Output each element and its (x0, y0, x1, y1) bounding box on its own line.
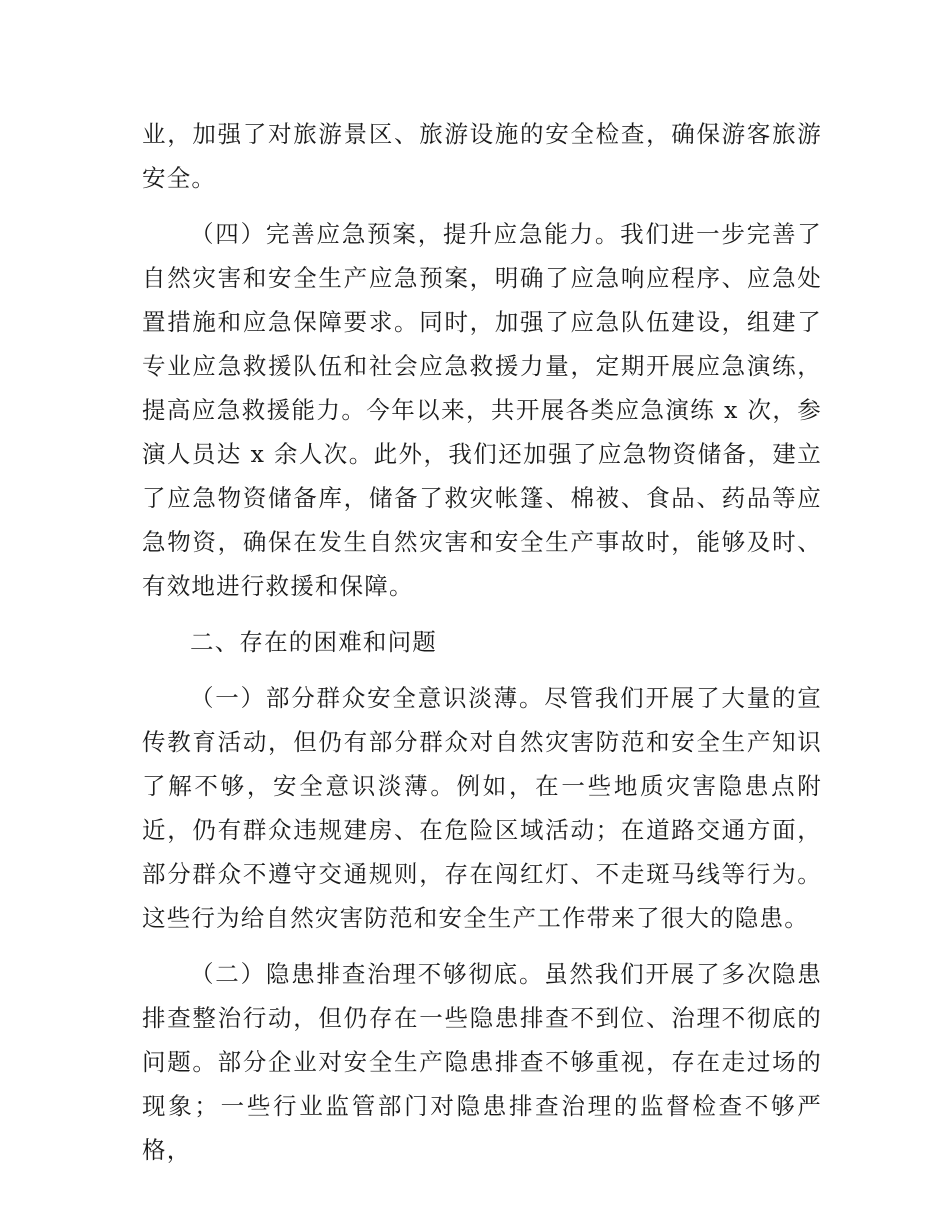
paragraph-hazard-inspection: （二）隐患排查治理不够彻底。虽然我们开展了多次隐患排查整治行动，但仍存在一些隐患排查不到位、治理不彻底的问题。部分企业对安全生产隐患排查不够重视，存在走过场的现象；一些行业监管部门对隐患排查治理的监督检查不够严格， (142, 960, 822, 1164)
paragraph-tourism-safety: 业，加强了对旅游景区、旅游设施的安全检查，确保游客旅游安全。 (142, 120, 822, 192)
paragraph-emergency-plan: （四）完善应急预案，提升应急能力。我们进一步完善了自然灾害和安全生产应急预案，明确了应急响应程序、应急处置措施和应急保障要求。同时，加强了应急队伍建设，组建了专业应急救援队伍和社会应急救援力量，定期开展应急演练，提高应急救援能力。今年以来，共开展各类应急演练 x 次，参演人员达 x 余人次。此外，我们还加强了应急物资储备，建立了应急物资储备库，储备了救灾帐篷、棉被、食品、药品等应急物资，确保在发生自然灾害和安全生产事故时，能够及时、有效地进行救援和保障。 (142, 220, 822, 600)
section-heading-difficulties: 二、存在的困难和问题 (190, 628, 437, 656)
document-body (142, 112, 822, 1184)
paragraph-safety-awareness: （一）部分群众安全意识淡薄。尽管我们开展了大量的宣传教育活动，但仍有部分群众对自然灾害防范和安全生产知识了解不够，安全意识淡薄。例如，在一些地质灾害隐患点附近，仍有群众违规建房、在危险区域活动；在道路交通方面，部分群众不遵守交通规则，存在闯红灯、不走斑马线等行为。这些行为给自然灾害防范和安全生产工作带来了很大的隐患。 (142, 684, 822, 932)
